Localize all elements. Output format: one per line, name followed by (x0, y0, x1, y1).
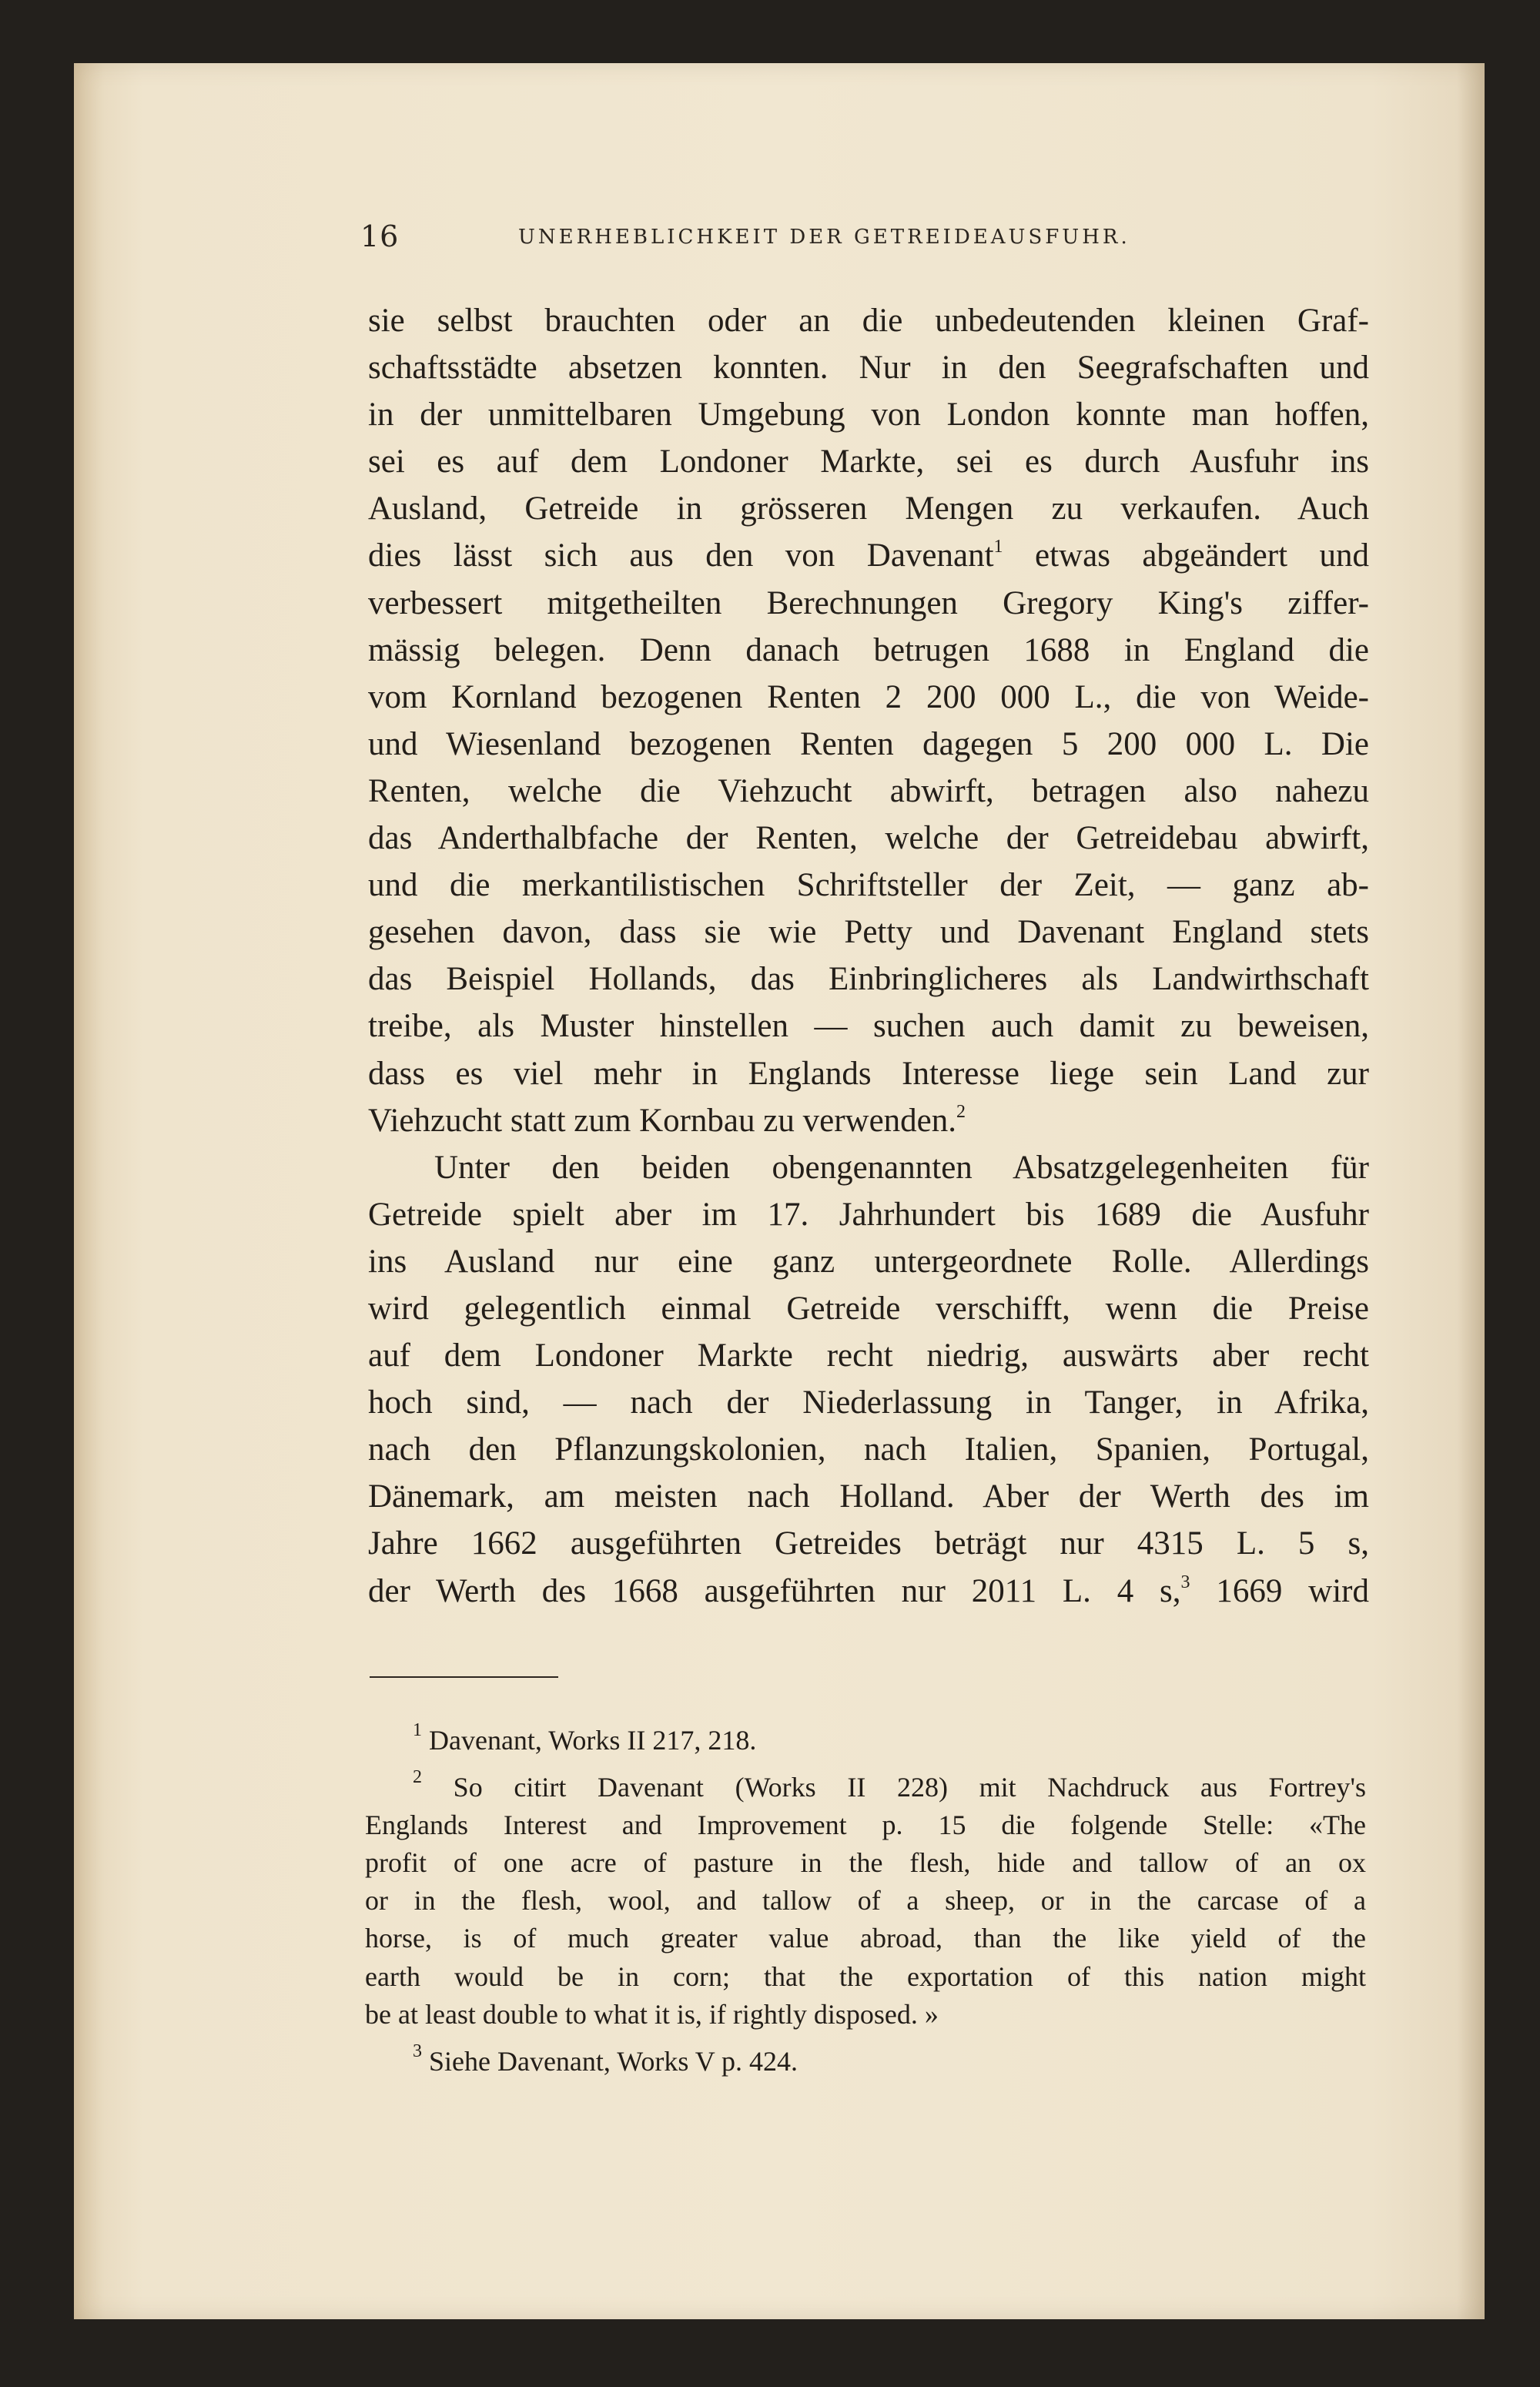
footnote-2-line: or in the flesh, wool, and tallow of a sheep, or in the carcase of a (365, 1885, 1366, 1917)
footnote-2-line: horse, is of much greater value abroad, than the like yield of the (365, 1923, 1366, 1954)
footnote-1-text: Davenant, Works II 217, 218. (429, 1725, 757, 1756)
text-line: wird gelegentlich einmal Getreide verschifft, wenn die Preise (368, 1290, 1369, 1327)
text-segment: der Werth des 1668 ausgeführten nur 2011 L. 4 s, (368, 1572, 1181, 1609)
text-segment: Viehzucht statt zum Kornbau zu verwenden. (368, 1102, 956, 1139)
text-line: verbessert mitgetheilten Berechnungen Gregory King's ziffer- (368, 584, 1369, 621)
footnote-2-line: Englands Interest and Improvement p. 15 die folgende Stelle: «The (365, 1810, 1366, 1841)
text-line: vom Kornland bezogenen Renten 2 200 000 L., die von Weide- (368, 678, 1369, 715)
text-line: ins Ausland nur eine ganz untergeordnete Rolle. Allerdings (368, 1243, 1369, 1280)
text-line: nach den Pflanzungskolonien, nach Italien, Spanien, Portugal, (368, 1431, 1369, 1468)
footnote-3 (365, 2040, 1366, 2081)
footnote-3-marker: 3 (413, 2040, 422, 2061)
text-line (368, 1568, 1369, 1615)
footnote-2-line: profit of one acre of pasture in the flesh, hide and tallow of an ox (365, 1847, 1366, 1879)
footnote-1 (365, 1722, 1366, 1759)
text-line: und Wiesenland bezogenen Renten dagegen 5 200 000 L. Die (368, 725, 1369, 762)
footnote-2-text: So citirt Davenant (Works II 228) mit Nachdruck aus Fortrey's (453, 1772, 1367, 1803)
text-line: Renten, welche die Viehzucht abwirft, betragen also nahezu (368, 772, 1369, 809)
text-line (368, 532, 1369, 579)
text-segment: 1669 wird (1216, 1572, 1369, 1609)
text-line: das Beispiel Hollands, das Einbringlicheres als Landwirthschaft (368, 961, 1369, 998)
text-line: auf dem Londoner Markte recht niedrig, auswärts aber recht (368, 1337, 1369, 1374)
text-line: mässig belegen. Denn danach betrugen 1688 in England die (368, 631, 1369, 668)
running-head: UNERHEBLICHKEIT DER GETREIDEAUSFUHR. (518, 226, 1130, 249)
footnote-marker-3: 3 (1180, 1572, 1190, 1592)
footnote-3-text: Siehe Davenant, Works V p. 424. (429, 2045, 798, 2077)
footnote-2-marker: 2 (413, 1767, 422, 1788)
text-line: Unter den beiden obengenannten Absatzgelegenheiten für (434, 1149, 1369, 1186)
main-text (368, 297, 1369, 1615)
footnote-2-line: be at least double to what it is, if rightly disposed. » (365, 1998, 939, 2030)
page-edge-shadow (1457, 63, 1485, 2319)
footnote-2-line (365, 1769, 1366, 1806)
footnotes (365, 1722, 1366, 2081)
text-line (368, 1097, 1369, 1144)
footnote-separator (370, 1676, 558, 1678)
footnote-marker-1: 1 (993, 537, 1003, 557)
text-line: treibe, als Muster hinstellen — suchen auch damit zu beweisen, (368, 1008, 1369, 1045)
text-line: sie selbst brauchten oder an die unbedeutenden kleinen Graf- (368, 303, 1369, 339)
text-line: Dänemark, am meisten nach Holland. Aber der Werth des im (368, 1478, 1369, 1515)
text-segment: etwas abgeändert und (1003, 537, 1370, 574)
text-segment: dies lässt sich aus den von Davenant (368, 537, 994, 574)
text-line: in der unmittelbaren Umgebung von London konnte man hoffen, (368, 397, 1369, 434)
text-line: Getreide spielt aber im 17. Jahrhundert bis 1689 die Ausfuhr (368, 1196, 1369, 1233)
footnote-2-line: earth would be in corn; that the exportation of this nation might (365, 1960, 1366, 1992)
footnote-1-marker: 1 (413, 1720, 422, 1740)
text-line: sei es auf dem Londoner Markte, sei es durch Ausfuhr ins (368, 444, 1369, 480)
text-line: und die merkantilistischen Schriftsteller der Zeit, — ganz ab- (368, 867, 1369, 904)
footnote-gap (365, 1759, 1366, 1769)
text-line: Ausland, Getreide in grösseren Mengen zu verkaufen. Auch (368, 490, 1369, 527)
text-line: dass es viel mehr in Englands Interesse liege sein Land zur (368, 1055, 1369, 1092)
text-line: schaftsstädte absetzen konnten. Nur in den Seegrafschaften und (368, 350, 1369, 387)
text-line: hoch sind, — nach der Niederlassung in Tanger, in Afrika, (368, 1384, 1369, 1421)
page-number: 16 (360, 219, 400, 253)
text-line: gesehen davon, dass sie wie Petty und Davenant England stets (368, 914, 1369, 951)
footnote-gap (365, 2034, 1366, 2043)
page-header (360, 219, 1361, 258)
text-line: Jahre 1662 ausgeführten Getreides beträgt nur 4315 L. 5 s, (368, 1525, 1369, 1562)
footnote-marker-2: 2 (956, 1101, 966, 1122)
text-line: das Anderthalbfache der Renten, welche der Getreidebau abwirft, (368, 820, 1369, 857)
